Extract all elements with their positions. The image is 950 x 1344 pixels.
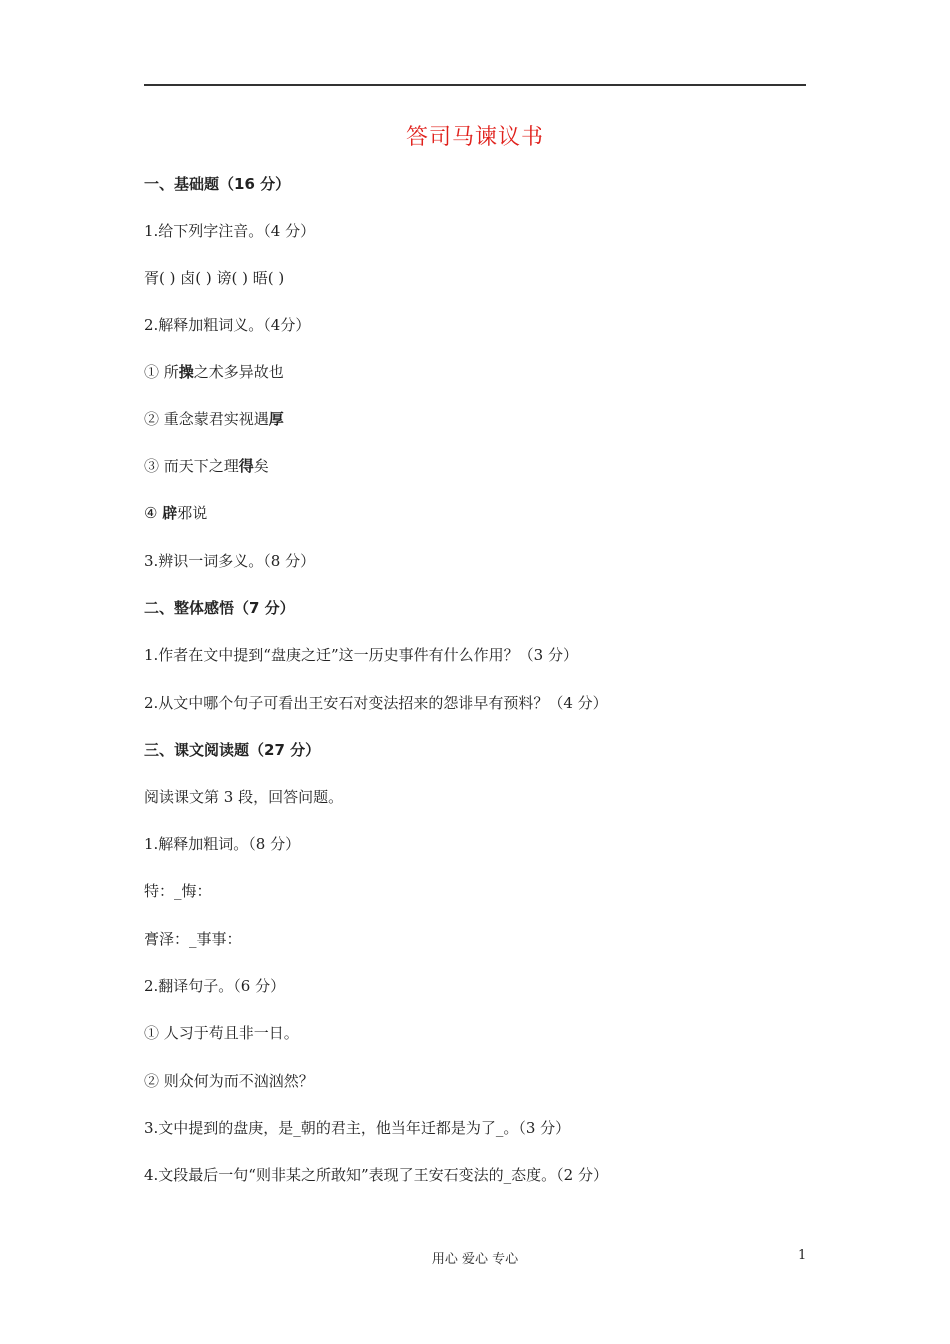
sub-item-text: 之术多异故也 xyxy=(193,363,284,381)
page-title: 答司马谏议书 xyxy=(405,125,544,150)
page-footer: 用心 爱心 专心 xyxy=(431,1252,519,1267)
sub-item-text: 邪说 xyxy=(177,504,208,522)
question-line: 2.翻译句子。（6 分） xyxy=(144,977,286,995)
sub-item-text: 矣 xyxy=(253,457,269,475)
question-line: 2.解释加粗词义。（4分） xyxy=(144,316,311,334)
instruction-line: 阅读课文第 3 段，回答问题。 xyxy=(144,788,344,806)
question-line: 1.作者在文中提到“盘庚之迁”这一历史事件有什么作用？（3 分） xyxy=(144,646,578,664)
bold-word: 辟 xyxy=(162,504,178,522)
question-line: ① 人习于苟且非一日。 xyxy=(144,1024,299,1042)
sub-item xyxy=(144,503,207,523)
question-line: 胥( ) 卤( ) 谤( ) 晤( ) xyxy=(144,269,285,287)
question-line: 1.解释加粗词。（8 分） xyxy=(144,835,301,853)
question-line: ② 则众何为而不汹汹然？ xyxy=(144,1072,314,1090)
page-number: 1 xyxy=(798,1248,807,1263)
section-heading: 一、基础题（16 分） xyxy=(144,175,291,193)
question-line: 3.文中提到的盘庚，是_朝的君主，他当年迁都是为了_。（3 分） xyxy=(144,1119,571,1137)
bold-word: 厚 xyxy=(268,410,284,428)
question-line: 3.辨识一词多义。（8 分） xyxy=(144,552,316,570)
bold-word: 得 xyxy=(238,457,254,475)
sub-item xyxy=(144,409,284,429)
sub-item xyxy=(144,362,284,382)
header-rule xyxy=(144,84,806,86)
question-line: 4.文段最后一句“则非某之所敢知”表现了王安石变法的_态度。（2 分） xyxy=(144,1166,608,1184)
bold-word: 操 xyxy=(178,363,194,381)
section-heading: 三、课文阅读题（27 分） xyxy=(144,741,321,759)
question-line: 膏泽：_事事： xyxy=(144,930,242,948)
sub-item-text: ③ 而天下之理 xyxy=(144,457,239,475)
sub-item-text: ② 重念蒙君实视遇 xyxy=(144,410,269,428)
sub-item-text: ① 所 xyxy=(144,363,179,381)
section-heading: 二、整体感悟（7 分） xyxy=(144,599,295,617)
sub-item xyxy=(144,456,269,476)
question-line: 特：_悔： xyxy=(144,882,212,900)
question-line: 1.给下列字注音。（4 分） xyxy=(144,222,316,240)
sub-item-text: ④ xyxy=(144,504,163,522)
question-line: 2.从文中哪个句子可看出王安石对变法招来的怨诽早有预料？（4 分） xyxy=(144,694,608,712)
